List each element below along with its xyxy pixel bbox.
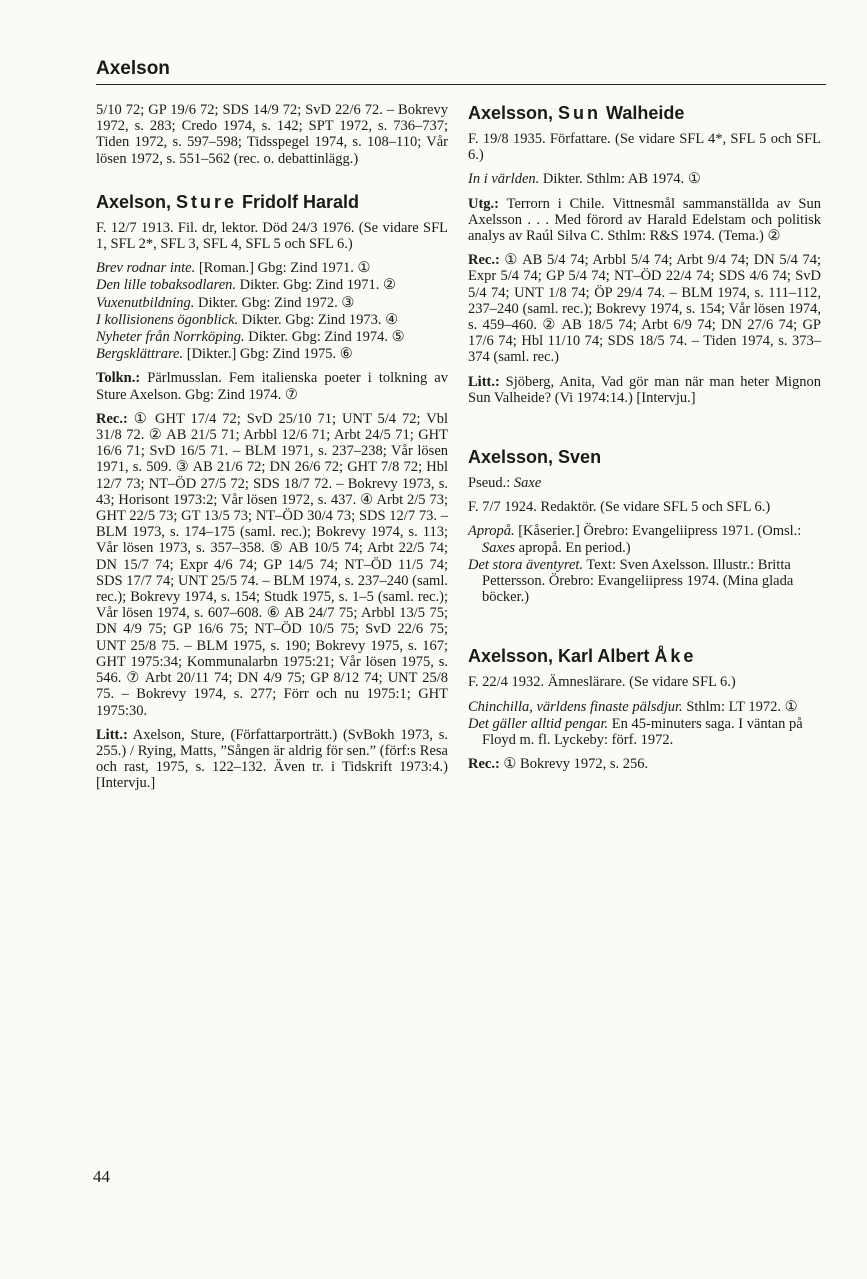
work-item: Nyheter från Norrköping. Dikter. Gbg: Zind 1974. ⑤: [96, 329, 405, 346]
entry-title: Axelsson, Sven: [468, 447, 602, 468]
entry-bio: F. 12/7 1913. Fil. dr, lektor. Död 24/3 1976. (Se vidare SFL 1, SFL 2*, SFL 3, SFL 4, SFL 5 och SFL 6.): [96, 219, 448, 253]
entry-ake-axelsson: [468, 645, 821, 772]
entry-sture-axelson: [96, 191, 448, 792]
entry-title: Axelsson, Sun Walheide: [468, 103, 685, 123]
reviews: Rec.: ① Bokrevy 1972, s. 256.: [468, 756, 649, 773]
continued-reviews: 5/10 72; GP 19/6 72; SDS 14/9 72; SvD 22/6 72. – Bokrevy 1972, s. 283; Credo 1974, s. 142; SPT 1972, s. 736–737; Tiden 1972, s. 597–598; Tidsspegel 1974, s. 108–110; Vår lösen 1972, s. 551–562 (rec. o. debattinlägg.): [96, 102, 448, 167]
entry-bio: F. 7/7 1924. Redaktör. (Se vidare SFL 5 och SFL 6.): [468, 499, 771, 516]
work-item: In i världen. Dikter. Sthlm: AB 1974. ①: [468, 171, 701, 188]
page-number: 44: [93, 1167, 110, 1186]
entry-bio: F. 19/8 1935. Författare. (Se vidare SFL 4*, SFL 5 och SFL 6.): [468, 131, 821, 164]
literature: Litt.: Sjöberg, Anita, Vad gör man när man heter Mignon Sun Valheide? (Vi 1974:14.) [Intervju.]: [468, 373, 821, 406]
pseudonym: Pseud.: Saxe: [468, 475, 542, 492]
entry-bio: F. 22/4 1932. Ämneslärare. (Se vidare SFL 6.): [468, 674, 736, 691]
entry-title: Axelson, Sture Fridolf Harald: [96, 191, 360, 212]
translations: Tolkn.: Pärlmusslan. Fem italienska poeter i tolkning av Sture Axelson. Gbg: Zind 1974. ⑦: [96, 370, 448, 403]
work-item: Bergsklättrare. [Dikter.] Gbg: Zind 1975. ⑥: [96, 346, 353, 363]
work-item: Apropå. [Kåserier.] Örebro: Evangeliipress 1971. (Omsl.: Saxes apropå. En period.): [468, 523, 802, 556]
reviews: Rec.: ① GHT 17/4 72; SvD 25/10 71; UNT 5/4 72; Vbl 31/8 72. ② AB 21/5 71; Arbbl 12/6 71; Arbt 24/5 71; GHT 16/6 71; SvD 16/5 71. – BLM 1971, s. 237–238; Vår lösen 1971, s. 509. ③ AB 21/6 72; DN 26/6 72; GHT 7/8 72; Hbl 12/7 73; NT–ÖD 27/5 72; SDS 18/7 72. – Bokrevy 1973, s. 43; Horisont 1973:2; Vår lösen 1972, s. 437. ④ Arbt 2/5 73; GHT 22/5 73; GT 13/5 73; NT–ÖD 30/4 73; SDS 12/7 73. – BLM 1973, s. 174–175 (saml. rec.); Bokrevy 1974, s. 113; Vår lösen 1973, s. 357–358. ⑤ AB 10/5 74; Arbt 22/5 74; DN 15/7 74; Expr 4/6 74; GP 14/5 74; NT–ÖD 11/5 74; SDS 17/7 74; UNT 25/5 74. – BLM 1974, s. 237–240 (saml. rec.); Bokrevy 1974, s. 154; Studk 1975, s. 1–5 (saml. rec.); Vår lösen 1974, s. 607–608. ⑥ AB 24/7 75; Arbbl 13/5 75; DN 4/9 75; GP 16/6 75; NT–ÖD 10/5 75; SvD 22/6 75; UNT 25/8 75. – BLM 1975, s. 190; Bokrevy 1975, s. 167; GHT 1975:34; Kommunalarbn 1975:21; Vår lösen 1975, s. 546. ⑦ Arbt 20/11 74; DN 4/9 75; GP 8/12 74; UNT 25/8 75. – Bokrevy 1974, s. 277; Förr och nu 1975:1; GHT 1975:30.: [96, 410, 448, 719]
work-item: Den lille tobaksodlaren. Dikter. Gbg: Zind 1971. ②: [96, 277, 397, 294]
entry-sven-axelsson: [468, 446, 821, 605]
left-column: [96, 102, 448, 797]
right-column: [468, 102, 821, 777]
work-item: Det gäller alltid pengar. En 45-minuters saga. I väntan på Floyd m. fl. Lyckeby: förf. 1972.: [468, 715, 803, 749]
edited-works: Utg.: Terrorn i Chile. Vittnesmål sammanställda av Sun Axelsson . . . Med förord av Harald Edelstam och politisk analys av Raúl Silva C. Sthlm: R&S 1974. (Tema.) ②: [468, 195, 821, 245]
running-header: Axelson: [96, 58, 170, 79]
entry-sun-axelsson: [468, 102, 821, 406]
entry-title: Axelsson, Karl Albert Åke: [468, 646, 697, 667]
work-item: I kollisionens ögonblick. Dikter. Gbg: Zind 1973. ④: [96, 311, 399, 328]
literature: Litt.: Axelson, Sture, (Författarporträtt.) (SvBokh 1973, s. 255.) / Rying, Matts, ”Sången är aldrig för sen.” (förf:s Resa och rast, 1975, s. 122–132. Även tr. i Tidskrift 1973:4.) [Intervju.]: [96, 726, 448, 792]
work-item: Brev rodnar inte. [Roman.] Gbg: Zind 1971. ①: [96, 260, 371, 277]
reviews: Rec.: ① AB 5/4 74; Arbbl 5/4 74; Arbt 9/4 74; DN 5/4 74; Expr 5/4 74; GP 5/4 74; NT–ÖD 22/4 74; SDS 4/6 74; SvD 5/4 74; UNT 1/8 74; ÖP 29/4 74. – BLM 1974, s. 111–112, 237–240 (saml. rec.); Bokrevy 1974, s. 154; Vår lösen 1974, s. 459–460. ② AB 18/5 74; Arbt 6/9 74; DN 27/6 74; GP 17/6 74; Hbl 11/10 74; SDS 18/5 74. – Tiden 1974, s. 373–374 (saml. rec.): [468, 252, 821, 366]
work-item: Chinchilla, världens finaste pälsdjur. Sthlm: LT 1972. ①: [468, 698, 798, 715]
work-item: Vuxenutbildning. Dikter. Gbg: Zind 1972. ③: [96, 294, 355, 311]
header-rule: [96, 84, 826, 85]
work-item: Det stora äventyret. Text: Sven Axelsson. Illustr.: Britta Pettersson. Örebro: Evangeliipress 1974. (Mina glada böcker.): [468, 556, 794, 606]
